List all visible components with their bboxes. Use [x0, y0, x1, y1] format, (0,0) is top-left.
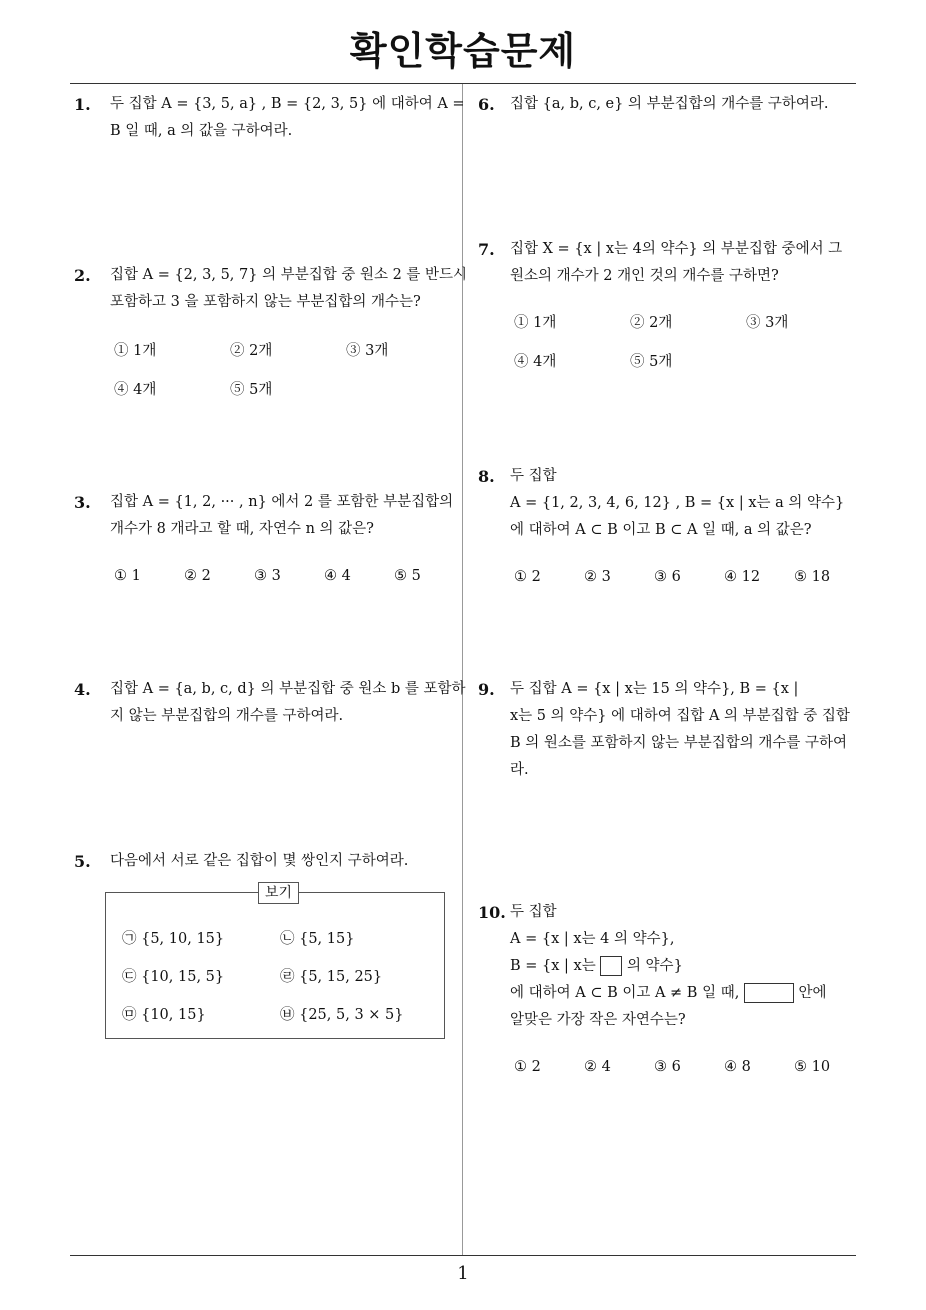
question-text: 원소의 개수가 2 개인 것의 개수를 구하면?	[510, 268, 779, 284]
answer-option[interactable]: ③ 6	[654, 569, 681, 585]
answer-option[interactable]: ② 2	[184, 568, 211, 584]
bogi-item: ㉤ {10, 15}	[122, 1007, 206, 1023]
question-text	[510, 980, 863, 1007]
bogi-label: 보기	[258, 882, 299, 904]
column-divider	[462, 84, 463, 1255]
answer-options	[110, 338, 459, 365]
answer-option[interactable]: ① 1개	[514, 315, 557, 331]
question-number: 7.	[478, 240, 495, 259]
question-text: 포함하고 3 을 포함하지 않는 부분집합의 개수는?	[110, 294, 421, 310]
question-text: A = {x | x는 4 의 약수},	[510, 931, 675, 947]
answer-option[interactable]: ⑤ 10	[794, 1059, 831, 1075]
question-text-part: 의 약수}	[626, 958, 683, 974]
question-text: 두 집합	[510, 904, 557, 920]
question-text: B 일 때, a 의 값을 구하여라.	[110, 123, 293, 139]
question-text: A = {1, 2, 3, 4, 6, 12} , B = {x | x는 a 의 약수}	[510, 495, 845, 511]
bogi-item: ㉣ {5, 15, 25}	[280, 969, 383, 985]
page-title: 확인학습문제	[349, 29, 577, 73]
answer-option[interactable]: ④ 4개	[114, 382, 157, 398]
answer-option[interactable]: ② 4	[584, 1059, 611, 1075]
question-text: x는 5 의 약수} 에 대하여 집합 A 의 부분집합 중 집합	[510, 708, 850, 724]
question-text: 두 집합 A = {x | x는 15 의 약수}, B = {x |	[510, 681, 799, 697]
question-text: 집합 A = {a, b, c, d} 의 부분집합 중 원소 b 를 포함하	[110, 681, 466, 697]
question-text: 집합 A = {2, 3, 5, 7} 의 부분집합 중 원소 2 를 반드시	[110, 267, 468, 283]
question-text: 에 대하여 A ⊂ B 이고 B ⊂ A 일 때, a 의 값은?	[510, 522, 812, 538]
question-text-part: 에 대하여 A ⊂ B 이고 A ≠ B 일 때,	[510, 985, 740, 1001]
question-number: 9.	[478, 680, 495, 699]
bogi-item: ㉡ {5, 15}	[280, 931, 355, 947]
answer-option[interactable]: ⑤ 18	[794, 569, 831, 585]
question-text: 집합 X = {x | x는 4의 약수} 의 부분집합 중에서 그	[510, 241, 843, 257]
answer-option[interactable]: ④ 8	[724, 1059, 751, 1075]
answer-option[interactable]: ⑤ 5개	[230, 382, 273, 398]
question-number: 6.	[478, 95, 495, 114]
question-text: 알맞은 가장 작은 자연수는?	[510, 1012, 686, 1028]
question-6	[478, 91, 863, 118]
question-text: 두 집합	[510, 468, 557, 484]
question-text: 집합 A = {1, 2, ··· , n} 에서 2 를 포함한 부분집합의	[110, 494, 454, 510]
question-text: 지 않는 부분집합의 개수를 구하여라.	[110, 708, 344, 724]
question-number: 5.	[74, 852, 91, 871]
answer-options	[510, 564, 863, 591]
answer-option[interactable]: ③ 3개	[746, 315, 789, 331]
bogi-box	[105, 885, 445, 1039]
answer-option[interactable]: ④ 4	[324, 568, 351, 584]
question-10	[478, 899, 863, 1081]
answer-option[interactable]: ① 2	[514, 569, 541, 585]
question-1	[74, 91, 465, 145]
answer-option[interactable]: ③ 6	[654, 1059, 681, 1075]
question-text: 다음에서 서로 같은 집합이 몇 쌍인지 구하여라.	[110, 853, 409, 869]
bottom-rule	[70, 1255, 856, 1256]
question-number: 8.	[478, 467, 495, 486]
answer-option[interactable]: ④ 4개	[514, 354, 557, 370]
answer-options	[110, 563, 459, 590]
answer-options	[110, 377, 459, 404]
answer-option[interactable]: ① 1개	[114, 343, 157, 359]
top-rule	[70, 83, 856, 84]
answer-blank-box[interactable]	[600, 956, 622, 976]
answer-option[interactable]: ⑤ 5개	[630, 354, 673, 370]
page-number: 1	[457, 1263, 469, 1284]
question-3	[74, 489, 459, 590]
question-7	[478, 236, 863, 376]
answer-options	[510, 1054, 863, 1081]
bogi-item: ㉢ {10, 15, 5}	[122, 969, 225, 985]
bogi-item: ㉠ {5, 10, 15}	[122, 931, 225, 947]
question-text: 두 집합 A = {3, 5, a} , B = {2, 3, 5} 에 대하여 A =	[110, 96, 465, 112]
question-number: 1.	[74, 95, 91, 114]
answer-option[interactable]: ④ 12	[724, 569, 761, 585]
answer-options	[510, 349, 863, 376]
answer-option[interactable]: ② 2개	[230, 343, 273, 359]
question-text-part: 안에	[798, 985, 827, 1001]
question-number: 4.	[74, 680, 91, 699]
question-number: 3.	[74, 493, 91, 512]
question-text-part: B = {x | x는	[510, 958, 596, 974]
question-number: 10.	[478, 903, 506, 922]
question-text: 집합 {a, b, c, e} 의 부분집합의 개수를 구하여라.	[510, 96, 829, 112]
answer-option[interactable]: ① 2	[514, 1059, 541, 1075]
question-text	[510, 953, 863, 980]
question-8	[478, 463, 863, 591]
answer-option[interactable]: ③ 3개	[346, 343, 389, 359]
answer-option[interactable]: ② 3	[584, 569, 611, 585]
question-4	[74, 676, 466, 730]
question-5	[74, 848, 459, 875]
question-text: 라.	[510, 762, 529, 778]
question-text: B 의 원소를 포함하지 않는 부분집합의 개수를 구하여	[510, 735, 848, 751]
question-2	[74, 262, 468, 404]
answer-option[interactable]: ③ 3	[254, 568, 281, 584]
bogi-item: ㉥ {25, 5, 3 × 5}	[280, 1007, 404, 1023]
answer-options	[510, 310, 863, 337]
question-text: 개수가 8 개라고 할 때, 자연수 n 의 값은?	[110, 521, 374, 537]
answer-option[interactable]: ② 2개	[630, 315, 673, 331]
question-number: 2.	[74, 266, 91, 285]
answer-option[interactable]: ① 1	[114, 568, 141, 584]
question-9	[478, 676, 863, 784]
answer-blank-box[interactable]	[744, 983, 794, 1003]
answer-option[interactable]: ⑤ 5	[394, 568, 421, 584]
